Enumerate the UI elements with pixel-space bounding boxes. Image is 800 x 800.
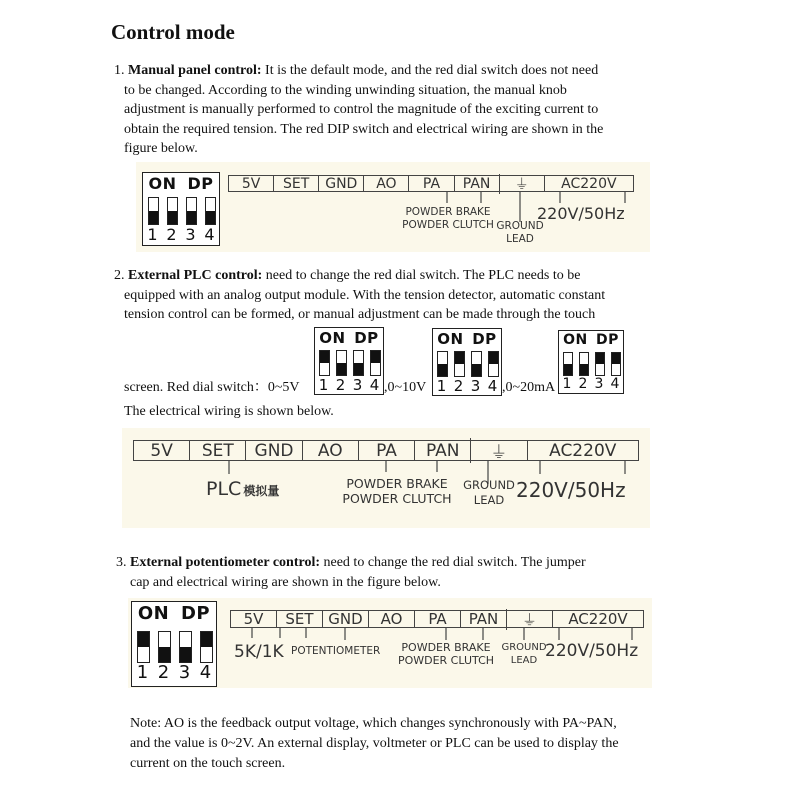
dip-number: 3 [352, 375, 363, 394]
terminal-4: PA [358, 441, 414, 461]
dip-number: 1 [136, 662, 149, 684]
note-paragraph [130, 714, 690, 774]
dip-dp-label: DP [187, 174, 214, 193]
plc-line4a: screen. Red dial switch：0~5V [124, 380, 300, 395]
analog-text: 模拟量 [243, 484, 280, 498]
powder-clutch-label: POWDER CLUTCH [402, 219, 494, 231]
ground-label: GROUND [463, 478, 515, 492]
ac-label-plc: 220V/50Hz [516, 478, 626, 502]
terminal-3: AO [368, 610, 414, 628]
pot-lead: 3. [116, 555, 130, 570]
plc-line4c: ,0~20mA [502, 380, 556, 395]
ac-label-manual: 220V/50Hz [537, 204, 625, 223]
manual-line4: obtain the required tension. The red DIP switch and electrical wiring are shown in the [124, 121, 604, 137]
dip-number: 4 [199, 662, 212, 684]
terminal-7: AC220V [552, 610, 643, 628]
powder-brake-label: POWDER BRAKE [405, 206, 491, 218]
terminal-5: PAN [414, 441, 470, 461]
dip-number: 4 [487, 376, 498, 395]
terminal-1: SET [276, 610, 322, 628]
pot-line1: need to change the red dial switch. The jumper [320, 555, 586, 570]
terminal-2: GND [318, 176, 363, 192]
dip-number: 2 [157, 662, 170, 684]
terminal-1: SET [273, 176, 318, 192]
potentiometer-label: POTENTIOMETER [291, 645, 381, 657]
dip-number: 2 [453, 376, 464, 395]
dip-number: 2 [166, 224, 177, 244]
dip-number: 2 [335, 375, 346, 394]
terminal-5: PAN [460, 610, 506, 628]
powder-brake-label: POWDER BRAKE [401, 641, 491, 654]
lead-label: LEAD [506, 233, 534, 245]
plc-line5: The electrical wiring is shown below. [124, 404, 334, 419]
page-title: Control mode [111, 20, 235, 44]
dip-on-label: ON [148, 174, 177, 193]
plc-line1: need to change the red dial switch. The PLC needs to be [262, 268, 581, 283]
ground-lead-label-pot [500, 641, 548, 667]
terminal-6: ⏚ [470, 438, 526, 463]
lead-label: LEAD [510, 655, 538, 666]
dip-number: 3 [470, 376, 481, 395]
powder-clutch-label: POWDER CLUTCH [342, 491, 452, 506]
ground-label: GROUND [496, 220, 544, 232]
lead-label: LEAD [473, 493, 505, 507]
dip-number: 1 [147, 224, 158, 244]
dip-number: 4 [610, 375, 620, 392]
dip-on-label: ON [437, 330, 464, 348]
terminal-0: 5V [150, 440, 173, 461]
dip-number: 3 [594, 375, 604, 392]
terminal-4: PA [408, 176, 453, 192]
terminal-5: PAN [454, 176, 499, 192]
terminal-6: ⏚ [506, 609, 552, 630]
terminal-0: 5V [241, 175, 261, 192]
terminal-7: AC220V [527, 441, 638, 461]
note-line2: and the value is 0~2V. An external display, voltmeter or PLC can be used to display the [130, 736, 619, 751]
pot-heading: External potentiometer control: [130, 555, 320, 570]
dip-number: 1 [318, 375, 329, 394]
manual-line3: adjustment is manually performed to control the magnitude of the exciting current to [124, 102, 599, 117]
powder-brake-label: POWDER BRAKE [346, 476, 448, 491]
terminal-6: ⏚ [499, 174, 544, 194]
terminal-2: GND [245, 441, 301, 461]
ground-label: GROUND [501, 642, 547, 653]
plc-heading: External PLC control: [128, 268, 263, 283]
manual-line5: figure below. [124, 141, 198, 156]
dip-dp-label: DP [180, 603, 211, 624]
pot-value-label: 5K/1K [234, 642, 284, 662]
dip-on-label: ON [319, 329, 346, 347]
note-line3: current on the touch screen. [130, 756, 286, 771]
note-line1: Note: AO is the feedback output voltage, which changes synchronously with PA~PAN, [130, 716, 617, 731]
dip-on-label: ON [563, 332, 588, 348]
terminal-1: SET [189, 441, 245, 461]
plc-line3: tension control can be formed, or manual adjustment can be made through the touch [124, 307, 596, 322]
dip-number: 2 [578, 375, 588, 392]
powder-label-pot [392, 641, 500, 667]
pot-line2: cap and electrical wiring are shown in the figure below. [130, 574, 441, 590]
dip-number: 1 [562, 375, 572, 392]
dip-number: 1 [436, 376, 447, 395]
terminal-2: GND [322, 610, 368, 628]
plc-line2: equipped with an analog output module. With the tension detector, automatic constant [124, 287, 606, 303]
plc-lead: 2. [114, 268, 128, 283]
dip-dp-label: DP [354, 329, 379, 347]
powder-clutch-label: POWDER CLUTCH [397, 654, 495, 667]
manual-heading: Manual panel control: [128, 63, 262, 78]
dip-number: 4 [369, 375, 380, 394]
dip-on-label: ON [137, 603, 170, 624]
terminal-7: AC220V [544, 176, 633, 192]
dip-number: 3 [185, 224, 196, 244]
terminal-3: AO [363, 176, 408, 192]
plc-text: PLC [206, 478, 242, 500]
dip-number: 3 [178, 662, 191, 684]
manual-line1: It is the default mode, and the red dial switch does not need [261, 63, 599, 78]
dip-number: 4 [204, 224, 215, 244]
plc-line4b: ,0~10V [384, 380, 427, 395]
terminal-4: PA [414, 610, 460, 628]
dip-dp-label: DP [595, 332, 619, 348]
manual-lead: 1. [114, 63, 128, 78]
terminal-0: 5V [243, 610, 264, 628]
manual-line2: to be changed. According to the winding unwinding situation, the manual knob [124, 82, 567, 98]
terminal-3: AO [302, 441, 358, 461]
dip-dp-label: DP [472, 330, 497, 348]
ac-label-pot: 220V/50Hz [545, 641, 639, 661]
